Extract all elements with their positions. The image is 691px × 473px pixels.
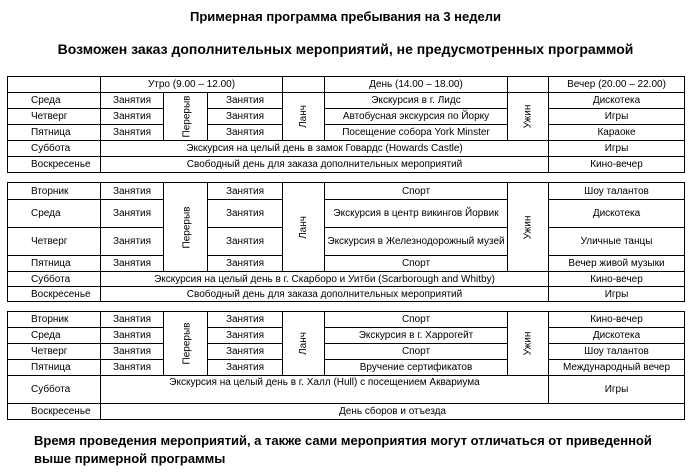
table-row: [8, 125, 685, 141]
dinner-label: Ужин: [522, 104, 534, 129]
dinner-cell: [508, 93, 549, 141]
evening-cell: Шоу талантов: [549, 183, 685, 200]
full-day-cell: День сборов и отъезда: [101, 404, 685, 420]
class-cell: Занятия: [208, 183, 283, 200]
day-activity-cell: Спорт: [325, 344, 508, 360]
day-activity-cell: Спорт: [325, 312, 508, 328]
class-cell: Занятия: [208, 328, 283, 344]
table-row: [8, 376, 685, 404]
class-cell: Занятия: [208, 200, 283, 228]
day-cell: Суббота: [8, 141, 101, 157]
class-cell: Занятия: [208, 256, 283, 272]
evening-cell: Игры: [549, 376, 685, 404]
day-activity-cell: Автобусная экскурсия по Йорку: [325, 109, 508, 125]
schedule-table: [7, 76, 685, 420]
class-cell: Занятия: [101, 360, 164, 376]
evening-cell: Караоке: [549, 125, 685, 141]
evening-cell: Дискотека: [549, 200, 685, 228]
table-row: [8, 328, 685, 344]
evening-cell: Дискотека: [549, 328, 685, 344]
table-row: [8, 141, 685, 157]
class-cell: Занятия: [101, 328, 164, 344]
class-cell: Занятия: [101, 93, 164, 109]
table-row: [8, 256, 685, 272]
day-cell: Пятница: [8, 125, 101, 141]
table-row: [8, 228, 685, 256]
table-row: [8, 183, 685, 200]
evening-cell: Кино-вечер: [549, 157, 685, 173]
table-row: [8, 200, 685, 228]
evening-cell: Игры: [549, 141, 685, 157]
class-cell: Занятия: [208, 109, 283, 125]
full-day-cell: Свободный день для заказа дополнительных мероприятий: [101, 157, 549, 173]
class-cell: Занятия: [208, 344, 283, 360]
evening-cell: Вечер живой музыки: [549, 256, 685, 272]
class-cell: Занятия: [101, 125, 164, 141]
page-subtitle: Возможен заказ дополнительных мероприятий, не предусмотренных программой: [57, 41, 634, 57]
day-activity-cell: Спорт: [325, 183, 508, 200]
header-evening: Вечер (20.00 – 22.00): [549, 77, 685, 93]
break-cell: [164, 183, 208, 272]
class-cell: Занятия: [208, 312, 283, 328]
table-row: [8, 157, 685, 173]
day-cell: Среда: [8, 328, 101, 344]
break-cell: [164, 312, 208, 376]
table-row: [8, 360, 685, 376]
class-cell: Занятия: [101, 228, 164, 256]
class-cell: Занятия: [208, 125, 283, 141]
day-cell: Вторник: [8, 183, 101, 200]
lunch-cell: [283, 312, 325, 376]
evening-cell: Уличные танцы: [549, 228, 685, 256]
day-activity-cell: Экскурсия в г. Харрогейт: [325, 328, 508, 344]
evening-cell: Игры: [549, 109, 685, 125]
break-label: Перерыв: [181, 95, 193, 138]
evening-cell: Кино-вечер: [549, 272, 685, 287]
class-cell: Занятия: [208, 93, 283, 109]
day-cell: Четверг: [8, 344, 101, 360]
header-empty-cell: [508, 77, 549, 93]
header-empty-cell: [283, 77, 325, 93]
footnote: Время проведения мероприятий, а также сами мероприятия могут отличаться от приведенной выше примерной программы: [34, 433, 652, 466]
day-cell: Суббота: [8, 376, 101, 404]
break-cell: [164, 93, 208, 141]
header-row: [8, 77, 685, 93]
class-cell: Занятия: [208, 228, 283, 256]
table-row: [8, 312, 685, 328]
class-cell: Занятия: [101, 344, 164, 360]
table-row: [8, 272, 685, 287]
dinner-label: Ужин: [522, 331, 534, 356]
table-row: [8, 287, 685, 302]
week-separator: [8, 173, 685, 183]
day-cell: Суббота: [8, 272, 101, 287]
header-morning: Утро (9.00 – 12.00): [101, 77, 283, 93]
full-day-cell: Экскурсия на целый день в г. Скарборо и Уитби (Scarborough and Whitby): [101, 272, 549, 287]
day-cell: Среда: [8, 200, 101, 228]
day-cell: Четверг: [8, 109, 101, 125]
evening-cell: Кино-вечер: [549, 312, 685, 328]
table-row: [8, 109, 685, 125]
day-activity-cell: Экскурсия в Железнодорожный музей: [325, 228, 508, 256]
evening-cell: Игры: [549, 287, 685, 302]
day-cell: Вторник: [8, 312, 101, 328]
day-cell: Среда: [8, 93, 101, 109]
lunch-cell: [283, 93, 325, 141]
day-cell: Четверг: [8, 228, 101, 256]
class-cell: Занятия: [101, 256, 164, 272]
full-day-cell: Экскурсия на целый день в замок Говардс (Howards Castle): [101, 141, 549, 157]
day-activity-cell: Экскурсия в центр викингов Йорвик: [325, 200, 508, 228]
header-day: День (14.00 – 18.00): [325, 77, 508, 93]
class-cell: Занятия: [101, 312, 164, 328]
class-cell: Занятия: [208, 360, 283, 376]
table-row: [8, 93, 685, 109]
lunch-cell: [283, 183, 325, 272]
day-activity-cell: Посещение собора York Minster: [325, 125, 508, 141]
lunch-label: Ланч: [297, 105, 309, 128]
break-label: Перерыв: [181, 322, 193, 365]
class-cell: Занятия: [101, 200, 164, 228]
day-activity-cell: Спорт: [325, 256, 508, 272]
lunch-label: Ланч: [297, 332, 309, 355]
class-cell: Занятия: [101, 109, 164, 125]
page-title: Примерная программа пребывания на 3 недели: [190, 9, 501, 24]
dinner-label: Ужин: [522, 215, 534, 239]
header-empty-cell: [8, 77, 101, 93]
day-activity-cell: Экскурсия в г. Лидс: [325, 93, 508, 109]
day-cell: Воскресенье: [8, 404, 101, 420]
day-activity-cell: Вручение сертификатов: [325, 360, 508, 376]
table-row: [8, 344, 685, 360]
day-cell: Пятница: [8, 360, 101, 376]
full-day-cell: Экскурсия на целый день в г. Халл (Hull) с посещением Аквариума: [101, 376, 549, 404]
day-cell: Пятница: [8, 256, 101, 272]
break-label: Перерыв: [181, 206, 193, 248]
evening-cell: Дискотека: [549, 93, 685, 109]
dinner-cell: [508, 312, 549, 376]
lunch-label: Ланч: [297, 215, 309, 239]
table-row: [8, 404, 685, 420]
evening-cell: Международный вечер: [549, 360, 685, 376]
full-day-cell: Свободный день для заказа дополнительных мероприятий: [101, 287, 549, 302]
dinner-cell: [508, 183, 549, 272]
day-cell: Воскресенье: [8, 157, 101, 173]
class-cell: Занятия: [101, 183, 164, 200]
week-separator: [8, 302, 685, 312]
evening-cell: Шоу талантов: [549, 344, 685, 360]
day-cell: Воскресенье: [8, 287, 101, 302]
